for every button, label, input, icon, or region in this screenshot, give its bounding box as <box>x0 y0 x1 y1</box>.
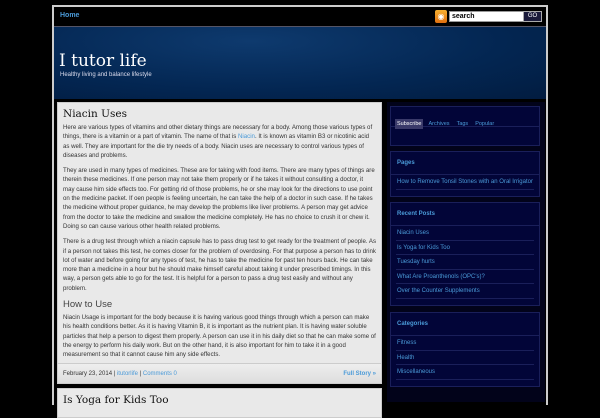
recent-post-link[interactable]: Over the Counter Supplements <box>396 284 534 299</box>
post-paragraph <box>63 123 376 160</box>
search-input[interactable]: search <box>449 11 525 22</box>
site-title[interactable]: I tutor life <box>59 51 147 71</box>
page-frame <box>52 5 548 405</box>
post-title[interactable]: Niacin Uses <box>63 108 127 120</box>
post-paragraph: There is a drug test through which a niacin capsule has to pass drug test to get ready for the treatment of people. As if a person not takes this test, he comes closer for the problem of overdosing. For that purpose a person has to drink lot of water and before going for any types of test, he has to take the medicine for past ten hours back. He can take more than a medicine in a hour but he should make himself careful about taking it under prescribed timings. In this way, a person gets able to go for the test. It is helpful for a person to pass a drug test easily and without any problem. <box>63 238 376 292</box>
text: . It is known as vitamin B3 or nicotinic acid as well. They are important for the die try needs of a body. Niacin uses are necessary to control various types of diseases and problems. <box>63 133 370 159</box>
tab-popular[interactable]: Popular <box>475 121 495 127</box>
niacin-link[interactable]: Niacin <box>238 133 255 141</box>
widget-title: Pages <box>391 152 539 175</box>
tab-subscribe[interactable]: Subscribe <box>397 121 422 127</box>
recent-post-link[interactable]: Is Yoga for Kids Too <box>396 241 534 256</box>
widget-title: Categories <box>391 313 539 336</box>
category-link[interactable]: Fitness <box>396 336 534 351</box>
recent-post-link[interactable]: Tuesday hurts <box>396 255 534 270</box>
recent-post-link[interactable]: What Are Proanthenols (OPC's)? <box>396 270 534 285</box>
categories-widget <box>390 312 540 387</box>
text: Here are various types of vitamins and other dietary things are necessary for a body. Among those various types of things, there is a vitamin or a part of vitamin. The name of that is <box>63 124 373 141</box>
separator: | <box>137 371 143 377</box>
post-paragraph: They are used in many types of medicines. These are for taking with food items. There are many types of things are therein these medicines. If one person may not take them properly or if he takes it without consulting a doctor, it may cause him side effects too. For getting rid of those problems, he or she may look for the directions to use point on the medicine packet. If oen people is feeling uncertain, he can take the help of a doctor in such case. If he takes the medicine without proper guidance, he may develop the problems like liver problems. A person may get advice from the doctor to take the medicine and swallow the medicine completely. He has no choice to crush it or chew it. Doing so can cause various other health related problems. <box>63 167 375 230</box>
comments-link[interactable]: Comments 0 <box>142 371 177 377</box>
post-yoga <box>57 388 382 418</box>
separator: | <box>112 371 117 377</box>
post-paragraph: Niacin Usage is important for the body because it is having various good things through which a person can make his health conditions better. As it is having Vitamin B, it is important as the nutrient plan. It is having water soluble particles that help a person to digest them properly. A person can use it in his daily diet so that he can make some of the energy to perform his daily work. But on the other hand, it is also important for him to take it in a good measurement so that it cannot cause him any side effects. <box>63 314 376 359</box>
recent-post-link[interactable]: Niacin Uses <box>396 226 534 241</box>
full-story-link[interactable]: Full Story » <box>343 371 376 377</box>
recent-posts-widget <box>390 202 540 306</box>
rss-icon[interactable]: ◉ <box>435 10 447 23</box>
category-link[interactable]: Miscellaneous <box>396 365 534 380</box>
post-subheading: How to Use <box>63 299 113 311</box>
site-header <box>54 27 546 99</box>
site-tagline: Healthy living and balance lifestyle <box>60 72 152 78</box>
widget-title: Recent Posts <box>391 203 539 226</box>
post-niacin-uses <box>57 102 382 384</box>
tab-tags[interactable]: Tags <box>456 121 469 127</box>
search-go-button[interactable]: GO <box>523 11 542 22</box>
sidebar <box>387 102 545 402</box>
post-date: February 23, 2014 <box>63 371 113 377</box>
post-footer <box>58 363 381 383</box>
page-link[interactable]: How to Remove Tonsil Stones with an Oral Irrigator <box>396 175 534 190</box>
pages-widget <box>390 151 540 197</box>
tabs-widget <box>390 106 540 146</box>
category-link[interactable]: Health <box>396 351 534 366</box>
nav-home-link[interactable]: Home <box>60 12 80 19</box>
top-nav <box>54 7 546 27</box>
tab-archives[interactable]: Archives <box>428 121 450 127</box>
post-title[interactable]: Is Yoga for Kids Too <box>63 394 169 406</box>
author-link[interactable]: itutorlife <box>116 371 138 377</box>
